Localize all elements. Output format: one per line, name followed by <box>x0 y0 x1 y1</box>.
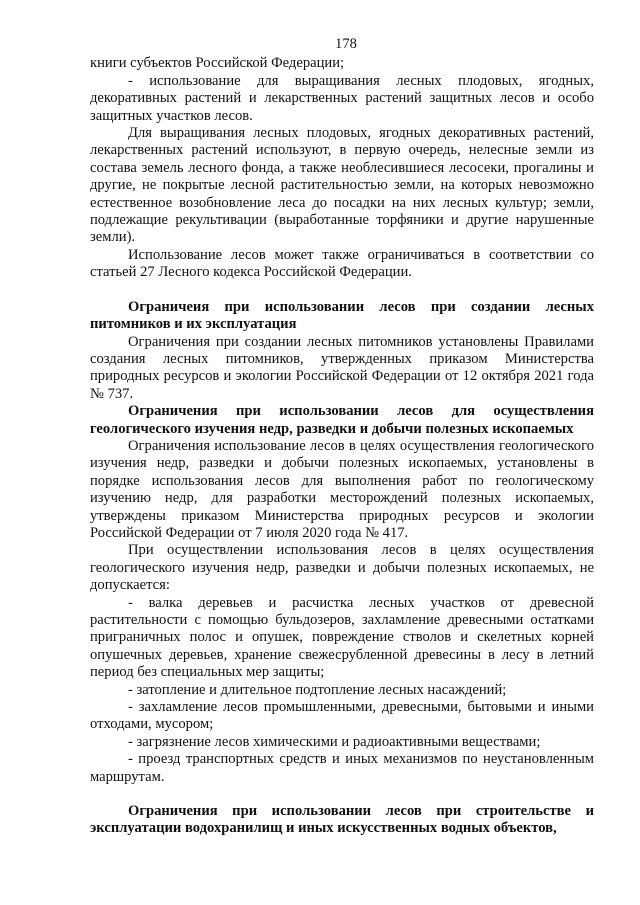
paragraph-article-27: Использование лесов может также ограничиваться в соответствии со статьей 27 Лесного кодекса Российской Федерации. <box>90 246 594 281</box>
paragraph-land-for-cultivation: Для выращивания лесных плодовых, ягодных декоративных растений, лекарственных растений используют, в первую очередь, нелесные земли из состава земель лесного фонда, а также необлесившиеся лесосеки, прогалины и другие, не покрытые лесной растительностью земли, на которых невозможно естественное возобновление леса до посадки на них лесных культур; земли, подлежащие рекультивации (выработанные торфяники и другие нарушенные земли). <box>90 125 594 246</box>
list-item-felling: - валка деревьев и расчистка лесных участков от древесной растительности с помощью бульдозеров, захламление древесными остатками приграничных полос и опушек, повреждение стволов и скелетных корней опушечных деревьев, хранение свежесрубленной древесины в лесу в летний период без специальных мер защиты; <box>90 594 594 681</box>
paragraph-nursery-rules: Ограничения при создании лесных питомников установлены Правилами создания лесных питомников, утвержденных приказом Министерства природных ресурсов и экологии Российской Федерации от 12 октября 2021 года № 737. <box>90 333 594 402</box>
paragraph-not-allowed: При осуществлении использования лесов в целях осуществления геологического изучения недр, разведки и добычи полезных ископаемых, не допускается: <box>90 542 594 594</box>
list-item-pollution: - загрязнение лесов химическими и радиоактивными веществами; <box>128 733 541 750</box>
document-page <box>90 36 594 838</box>
section-spacer <box>90 282 594 299</box>
heading-geological-study: Ограничения при использовании лесов для осуществления геологического изучения недр, разведки и добычи полезных ископаемых <box>90 403 594 437</box>
section-spacer <box>90 786 594 803</box>
paragraph-geological-order: Ограничения использование лесов в целях осуществления геологического изучения недр, разведки и добычи полезных ископаемых, установлены в порядке использования лесов для выполнения работ по геологическому изучению недр, для разработки месторождений полезных ископаемых, утверждены приказом Министерства природных ресурсов и экологии Российской Федерации от 7 июля 2020 года № 417. <box>90 437 594 541</box>
page-number: 178 <box>335 36 357 52</box>
list-item-flooding: - затопление и длительное подтопление лесных насаждений; <box>128 681 507 698</box>
list-item-vehicles: - проезд транспортных средств и иных механизмов по неустановленным маршрутам. <box>90 751 594 785</box>
heading-reservoirs: Ограничения при использовании лесов при строительстве и эксплуатации водохранилищ и иных искусственных водных объектов, <box>90 803 594 837</box>
heading-forest-nurseries: Ограничеия при использовании лесов при создании лесных питомников и их эксплуатация <box>90 298 594 333</box>
list-item-littering: - захламление лесов промышленными, древесными, бытовыми и иными отходами, мусором; <box>90 699 594 733</box>
paragraph-continuation: книги субъектов Российской Федерации; <box>90 55 345 72</box>
list-item-protective-forests: - использование для выращивания лесных плодовых, ягодных, декоративных растений и лекарственных растений защитных лесов и особо защитных участков лесов. <box>90 72 594 124</box>
